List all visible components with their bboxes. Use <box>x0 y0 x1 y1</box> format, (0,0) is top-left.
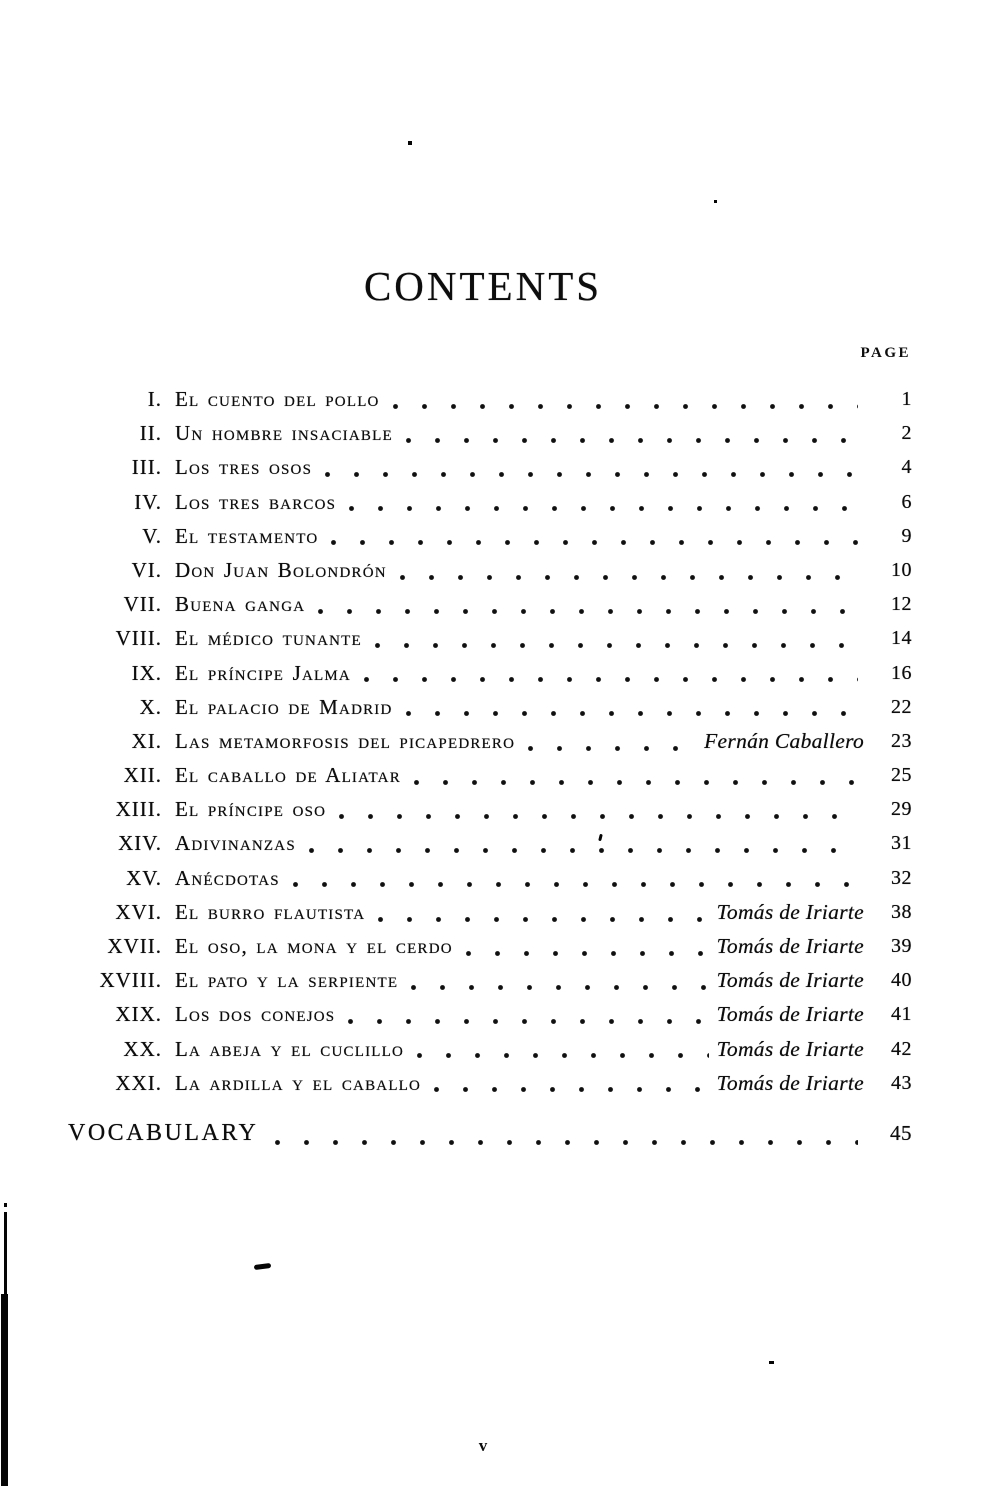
toc-entry-numeral: X. <box>139 694 162 719</box>
toc-entry-row <box>68 861 912 895</box>
toc-entry-numeral: III. <box>131 455 162 480</box>
toc-entry-page-number: 1 <box>901 388 912 410</box>
toc-entry-numeral: XXI. <box>115 1070 162 1095</box>
toc-entry-page-number: 29 <box>891 798 912 821</box>
toc-entry-title: Un hombre insaciable <box>175 421 393 446</box>
toc-entry-title: El médico tunante <box>175 626 362 651</box>
toc-entry-page-number: 39 <box>891 935 912 957</box>
dot-leader <box>347 485 858 519</box>
toc-entry-page-number: 2 <box>901 422 912 445</box>
toc-entry-row <box>68 895 912 929</box>
toc-entry-title: Adivinanzas <box>175 831 296 856</box>
toc-entry-title: Buena ganga <box>175 592 306 617</box>
toc-entry-numeral: XIV. <box>118 831 162 856</box>
toc-entry-row <box>68 621 912 655</box>
toc-entry-page-number: 10 <box>891 558 912 581</box>
toc-entry-page-number: 14 <box>891 627 912 650</box>
toc-entry-row <box>68 963 912 997</box>
toc-entry-row <box>68 587 912 621</box>
toc-entry-page-number: 23 <box>891 729 912 752</box>
vocabulary-row <box>68 1113 912 1154</box>
toc-entry-row <box>68 656 912 690</box>
scan-speck <box>714 200 717 203</box>
toc-entry-page-number: 32 <box>891 866 912 889</box>
dot-leader <box>391 382 858 416</box>
toc-entry-page-number: 4 <box>901 456 912 479</box>
toc-entry-numeral: XVI. <box>115 899 162 924</box>
toc-entry-author: Tomás de Iriarte <box>716 934 864 958</box>
toc-entry-page-number: 16 <box>891 661 912 684</box>
toc-entry-author: Tomás de Iriarte <box>716 968 864 993</box>
toc-entry-row <box>68 450 912 484</box>
toc-entry-title: La abeja y el cuclillo <box>175 1036 405 1061</box>
toc-entry-numeral: IV. <box>134 489 162 514</box>
vocabulary-page-number: 45 <box>890 1120 912 1145</box>
toc-entry-author: Fernán Caballero <box>704 728 864 753</box>
dot-leader <box>526 724 696 758</box>
dot-leader <box>373 621 858 655</box>
toc-entry-numeral: XVII. <box>107 934 162 958</box>
toc-entry-row <box>68 997 912 1031</box>
toc-entry-row <box>68 416 912 450</box>
toc-entry-numeral: II. <box>139 421 162 446</box>
dot-leader <box>362 656 858 690</box>
toc-entry-author: Tomás de Iriarte <box>716 1002 864 1027</box>
dot-leader <box>329 519 858 553</box>
dot-leader <box>398 553 858 587</box>
toc-entry-page-number: 12 <box>891 593 912 616</box>
page-title: CONTENTS <box>363 263 603 309</box>
toc-entry-numeral: XX. <box>123 1036 162 1061</box>
toc-entry-row <box>68 792 912 826</box>
dot-leader <box>376 895 708 929</box>
toc-entry-page-number: 42 <box>891 1037 912 1060</box>
toc-entry-row <box>68 1066 912 1100</box>
toc-entry-title: La ardilla y el caballo <box>175 1070 422 1095</box>
toc-entry-title: El oso, la mona y el cerdo <box>175 934 453 958</box>
toc-entry-row <box>68 485 912 519</box>
toc-entry-numeral: XI. <box>131 728 162 753</box>
toc-entry-numeral: IX. <box>131 660 162 685</box>
dot-leader <box>409 963 708 997</box>
toc-entry-row <box>68 758 912 792</box>
toc-entry-row <box>68 553 912 587</box>
toc-entry-title: Don Juan Bolondrón <box>175 557 387 582</box>
toc-entry-numeral: XII. <box>123 763 162 788</box>
scan-edge-line <box>4 1203 7 1207</box>
toc-entry-numeral: XVIII. <box>99 968 162 993</box>
toc-entry-title: El burro flautista <box>175 899 366 924</box>
toc-entry-numeral: VI. <box>131 557 162 582</box>
toc-entry-row <box>68 690 912 724</box>
toc-entry-title: El príncipe Jalma <box>175 660 351 685</box>
toc-entry-title: El palacio de Madrid <box>175 694 393 719</box>
toc-entry-title: Las metamorfosis del picapedrero <box>175 728 516 753</box>
toc-entry-page-number: 6 <box>901 490 912 513</box>
toc-entry-page-number: 31 <box>891 832 912 855</box>
scan-speck <box>408 141 412 145</box>
toc-entry-numeral: V. <box>142 523 162 548</box>
scan-edge-line <box>1 1294 8 1486</box>
toc-entry-title: El cuento del pollo <box>175 387 380 411</box>
dot-leader <box>432 1066 709 1100</box>
dot-leader <box>415 1032 709 1066</box>
toc-entry-title: Anécdotas <box>175 865 280 890</box>
dot-leader <box>307 826 858 860</box>
page-column-header: PAGE <box>860 345 911 361</box>
dot-leader <box>291 861 858 895</box>
toc-entry-title: El pato y la serpiente <box>175 968 399 993</box>
toc-entry-title: Los dos conejos <box>175 1002 336 1027</box>
dot-leader <box>346 997 708 1031</box>
toc-entry-title: El príncipe oso <box>175 797 327 822</box>
toc-entry-title: El caballo de Aliatar <box>175 763 401 788</box>
dot-leader <box>337 792 858 826</box>
dot-leader <box>412 758 858 792</box>
toc-entry-author: Tomás de Iriarte <box>716 1070 864 1095</box>
toc-entry-author: Tomás de Iriarte <box>716 899 864 924</box>
toc-entry-author: Tomás de Iriarte <box>716 1036 864 1061</box>
dot-leader <box>316 587 858 621</box>
toc-entry-row <box>68 724 912 758</box>
toc-entry-row <box>68 929 912 963</box>
toc-entry-title: Los tres osos <box>175 455 313 480</box>
toc-entry-row <box>68 826 912 860</box>
toc-list <box>68 382 912 1154</box>
dot-leader <box>269 1113 858 1154</box>
toc-entry-numeral: XIII. <box>115 797 162 822</box>
toc-entry-row <box>68 382 912 416</box>
toc-entry-page-number: 22 <box>891 695 912 718</box>
toc-entry-numeral: I. <box>147 387 162 411</box>
toc-entry-title: El testamento <box>175 523 319 548</box>
dot-leader <box>404 690 858 724</box>
dot-leader <box>404 416 858 450</box>
dot-leader <box>323 450 858 484</box>
contents-page-body <box>68 0 912 1486</box>
toc-entry-page-number: 38 <box>891 900 912 923</box>
toc-entry-numeral: XIX. <box>115 1002 162 1027</box>
toc-entry-row <box>68 519 912 553</box>
folio-page-number: v <box>478 1436 488 1455</box>
toc-entry-numeral: VIII. <box>115 626 162 651</box>
vocabulary-label: VOCABULARY <box>68 1119 259 1146</box>
toc-entry-row <box>68 1032 912 1066</box>
toc-entry-page-number: 9 <box>901 524 912 547</box>
dot-leader <box>464 929 709 963</box>
scan-edge-line <box>4 1212 7 1300</box>
scan-speck <box>769 1361 774 1364</box>
toc-entry-title: Los tres barcos <box>175 489 337 514</box>
toc-entry-page-number: 25 <box>891 764 912 787</box>
toc-entry-numeral: VII. <box>123 592 162 617</box>
toc-entry-numeral: XV. <box>126 865 162 890</box>
toc-entry-page-number: 40 <box>891 969 912 992</box>
toc-entry-page-number: 43 <box>891 1071 912 1094</box>
toc-entry-page-number: 41 <box>891 1003 912 1026</box>
